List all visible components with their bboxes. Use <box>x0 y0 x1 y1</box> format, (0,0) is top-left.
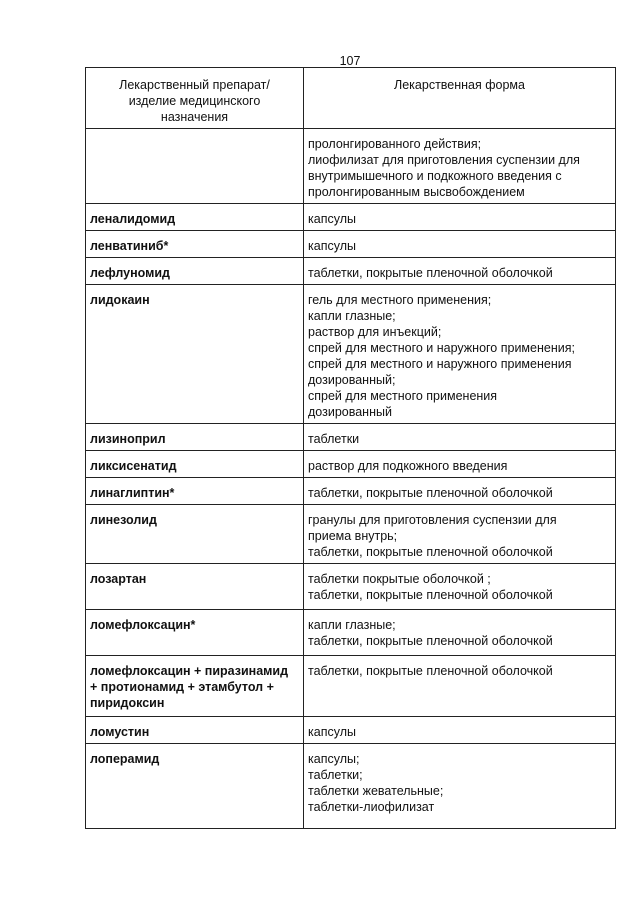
form-cell <box>304 285 616 424</box>
drug-cell <box>86 717 304 744</box>
drug-cell <box>86 204 304 231</box>
table-row <box>86 204 616 231</box>
form-line: капли глазные; <box>308 309 396 323</box>
drug-line: ликсисенатид <box>90 459 177 473</box>
drug-line: лидокаин <box>90 293 150 307</box>
table-row <box>86 451 616 478</box>
drug-cell <box>86 285 304 424</box>
form-cell <box>304 505 616 564</box>
drug-cell <box>86 231 304 258</box>
form-line: гранулы для приготовления суспензии для <box>308 513 557 527</box>
form-line: таблетки; <box>308 768 363 782</box>
form-line: внутримышечного и подкожного введения с <box>308 169 562 183</box>
form-line: спрей для местного и наружного применения; <box>308 341 575 355</box>
drug-line: + протионамид + этамбутол + <box>90 680 274 694</box>
form-line: спрей для местного применения <box>308 389 498 403</box>
table-row <box>86 478 616 505</box>
table-row <box>86 258 616 285</box>
form-cell <box>304 717 616 744</box>
header-drug <box>86 68 304 129</box>
form-line: раствор для подкожного введения <box>308 459 508 473</box>
drug-line: лизиноприл <box>90 432 166 446</box>
table-header-row <box>86 68 616 129</box>
table-row <box>86 744 616 829</box>
form-cell <box>304 424 616 451</box>
form-line: раствор для инъекций; <box>308 325 442 339</box>
form-line: таблетки <box>308 432 360 446</box>
header-drug-line: Лекарственный препарат/ <box>119 78 270 92</box>
form-cell <box>304 258 616 285</box>
drug-line: ломефлоксацин* <box>90 618 196 632</box>
form-cell <box>304 231 616 258</box>
table-row <box>86 424 616 451</box>
form-cell <box>304 610 616 656</box>
table-row <box>86 231 616 258</box>
drug-line: лоперамид <box>90 752 160 766</box>
form-line: таблетки-лиофилизат <box>308 800 435 814</box>
form-line: дозированный; <box>308 373 396 387</box>
drug-table <box>85 67 616 829</box>
form-line: таблетки, покрытые пленочной оболочкой <box>308 266 553 280</box>
form-cell <box>304 744 616 829</box>
form-line: капсулы; <box>308 752 360 766</box>
drug-line: ленватиниб* <box>90 239 169 253</box>
drug-cell <box>86 424 304 451</box>
drug-line: лефлуномид <box>90 266 170 280</box>
drug-cell <box>86 744 304 829</box>
drug-cell <box>86 129 304 204</box>
form-line: таблетки, покрытые пленочной оболочкой <box>308 664 553 678</box>
table-row <box>86 610 616 656</box>
form-line: таблетки покрытые оболочкой ; <box>308 572 491 586</box>
form-line: дозированный <box>308 405 392 419</box>
table-row <box>86 129 616 204</box>
drug-cell <box>86 258 304 285</box>
table-row <box>86 505 616 564</box>
table-row <box>86 717 616 744</box>
form-line: капли глазные; <box>308 618 396 632</box>
form-cell <box>304 129 616 204</box>
form-line: гель для местного применения; <box>308 293 492 307</box>
form-line: таблетки, покрытые пленочной оболочкой <box>308 545 553 559</box>
drug-line: линаглиптин* <box>90 486 175 500</box>
form-line: таблетки, покрытые пленочной оболочкой <box>308 634 553 648</box>
form-line: таблетки жевательные; <box>308 784 444 798</box>
form-cell <box>304 564 616 610</box>
table-row <box>86 564 616 610</box>
page-number: 107 <box>339 54 361 68</box>
drug-cell <box>86 564 304 610</box>
drug-line: ломустин <box>90 725 150 739</box>
drug-line: линезолид <box>90 513 157 527</box>
drug-cell <box>86 478 304 505</box>
form-line: лиофилизат для приготовления суспензии для <box>308 153 580 167</box>
form-line: пролонгированным высвобождением <box>308 185 525 199</box>
form-line: капсулы <box>308 725 356 739</box>
table-row <box>86 285 616 424</box>
header-drug-line: назначения <box>160 110 229 124</box>
form-line: приема внутрь; <box>308 529 398 543</box>
form-cell <box>304 478 616 505</box>
header-form <box>304 68 616 129</box>
form-line: таблетки, покрытые пленочной оболочкой <box>308 588 553 602</box>
form-cell <box>304 656 616 717</box>
header-form-line: Лекарственная форма <box>394 78 525 92</box>
drug-cell <box>86 505 304 564</box>
drug-cell <box>86 610 304 656</box>
drug-line: пиридоксин <box>90 696 165 710</box>
drug-line: ломефлоксацин + пиразинамид <box>90 664 289 678</box>
form-cell <box>304 451 616 478</box>
form-line: капсулы <box>308 212 356 226</box>
drug-cell <box>86 451 304 478</box>
drug-line: лозартан <box>90 572 147 586</box>
form-line: капсулы <box>308 239 356 253</box>
form-line: пролонгированного действия; <box>308 137 482 151</box>
drug-cell <box>86 656 304 717</box>
form-cell <box>304 204 616 231</box>
header-drug-line: изделие медицинского <box>128 94 261 108</box>
table-row <box>86 656 616 717</box>
drug-line: леналидомид <box>90 212 176 226</box>
form-line: спрей для местного и наружного применения <box>308 357 572 371</box>
form-line: таблетки, покрытые пленочной оболочкой <box>308 486 553 500</box>
